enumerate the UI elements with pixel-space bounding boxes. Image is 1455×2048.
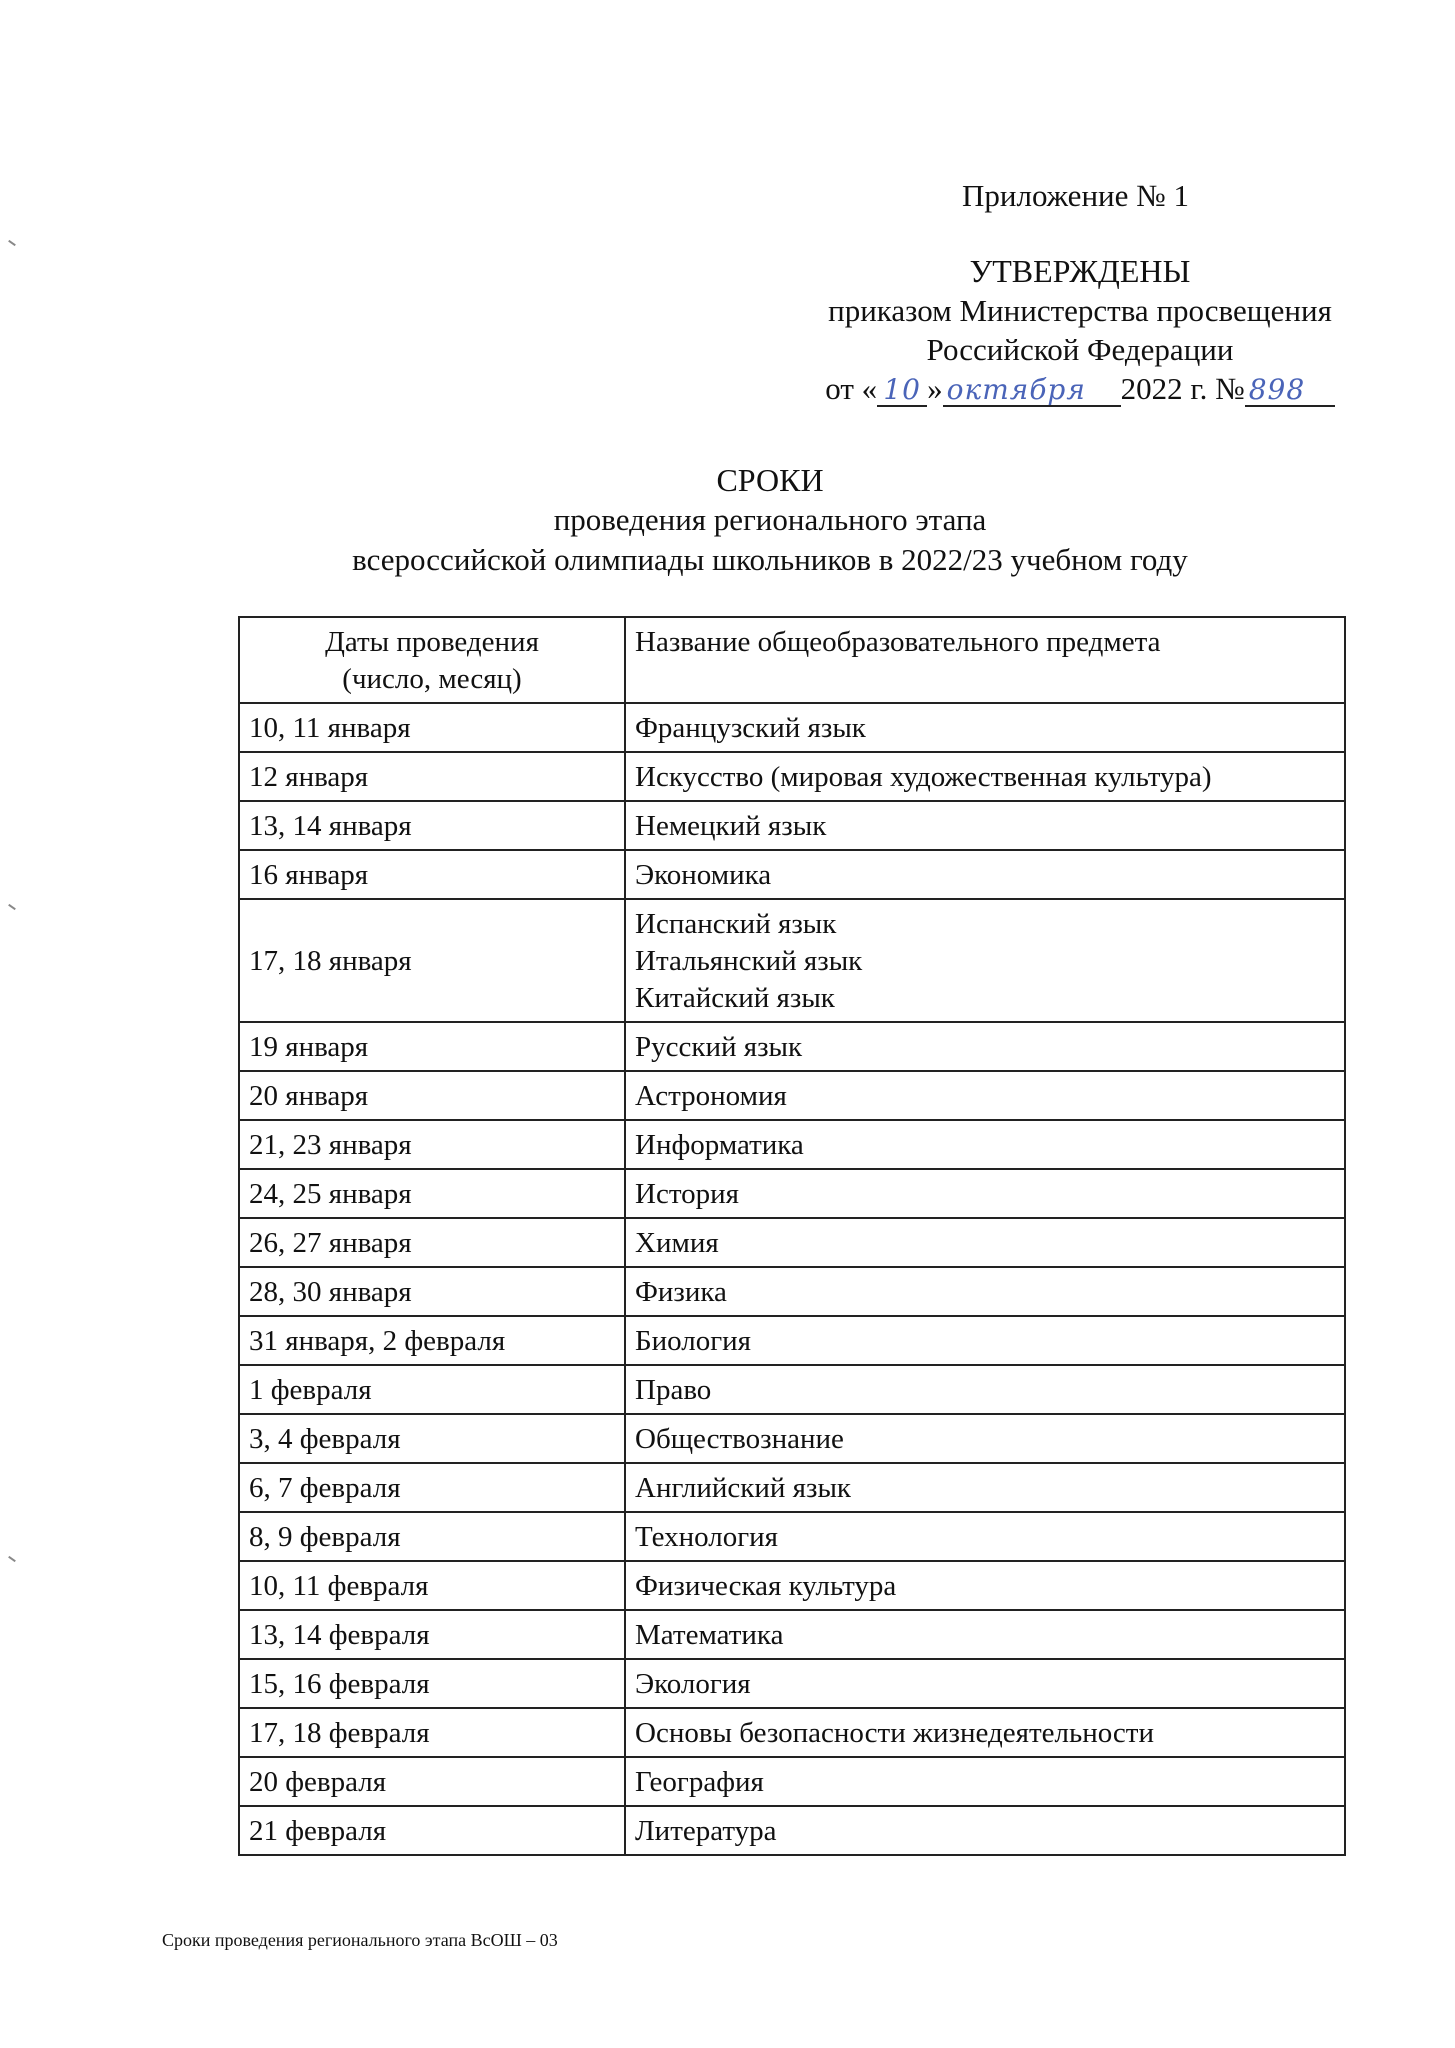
subject-cell (625, 850, 1345, 899)
table-row (239, 1218, 1345, 1267)
handwritten-month: октября (943, 375, 1121, 407)
table-row (239, 1414, 1345, 1463)
table-row (239, 1365, 1345, 1414)
order-issuer-line1: приказом Министерства просвещения (828, 293, 1332, 328)
subject-name: Испанский язык (635, 908, 837, 940)
table-row (239, 1463, 1345, 1512)
table-row (239, 1316, 1345, 1365)
date-cell: 6, 7 февраля (239, 1463, 625, 1512)
subject-cell (625, 703, 1345, 752)
subject-cell (625, 1022, 1345, 1071)
subject-name: Литература (635, 1815, 777, 1847)
subject-name: Химия (635, 1227, 719, 1259)
table-row (239, 1022, 1345, 1071)
table-row (239, 1071, 1345, 1120)
schedule-table (238, 616, 1346, 1856)
subject-name: Немецкий язык (635, 810, 827, 842)
date-cell: 15, 16 февраля (239, 1659, 625, 1708)
date-cell: 8, 9 февраля (239, 1512, 625, 1561)
handwritten-day: 10 (877, 375, 927, 407)
date-cell: 20 января (239, 1071, 625, 1120)
subject-name: Китайский язык (635, 982, 835, 1014)
subject-cell (625, 1071, 1345, 1120)
schedule-body (239, 703, 1345, 1855)
subject-cell (625, 899, 1345, 1022)
subject-name: Английский язык (635, 1472, 852, 1504)
table-header-row (239, 617, 1345, 703)
subject-cell (625, 1120, 1345, 1169)
table-row (239, 1757, 1345, 1806)
subject-name: Астрономия (635, 1080, 787, 1112)
subject-name: Экономика (635, 859, 772, 891)
date-cell: 24, 25 января (239, 1169, 625, 1218)
footer-text: Сроки проведения регионального этапа ВсОШ – 03 (162, 1930, 558, 1950)
subject-cell (625, 1757, 1345, 1806)
date-cell: 13, 14 февраля (239, 1610, 625, 1659)
header-subject-cell: Название общеобразовательного предмета (625, 617, 1345, 703)
table-row (239, 1610, 1345, 1659)
scan-mark (8, 1556, 16, 1562)
subject-name: Биология (635, 1325, 752, 1357)
table-row (239, 1708, 1345, 1757)
date-cell: 10, 11 января (239, 703, 625, 752)
title-line3: всероссийской олимпиады школьников в 2022/23 учебном году (352, 542, 1188, 577)
order-date-mid: » (927, 371, 943, 406)
date-cell: 28, 30 января (239, 1267, 625, 1316)
subject-name: Технология (635, 1521, 778, 1553)
date-cell: 12 января (239, 752, 625, 801)
subject-name: Экология (635, 1668, 751, 1700)
subject-name: Русский язык (635, 1031, 803, 1063)
order-issuer-line2: Российской Федерации (926, 332, 1234, 367)
approved-heading: УТВЕРЖДЕНЫ (969, 253, 1191, 289)
date-cell: 21, 23 января (239, 1120, 625, 1169)
date-cell: 26, 27 января (239, 1218, 625, 1267)
order-date-year: 2022 г. № (1120, 371, 1245, 406)
table-row (239, 899, 1345, 1022)
subject-cell (625, 1708, 1345, 1757)
date-cell: 13, 14 января (239, 801, 625, 850)
subject-cell (625, 1610, 1345, 1659)
subject-cell (625, 1512, 1345, 1561)
table-row (239, 703, 1345, 752)
subject-name: Основы безопасности жизнедеятельности (635, 1717, 1154, 1749)
subject-cell (625, 801, 1345, 850)
appendix-label: Приложение № 1 (962, 178, 1189, 213)
date-cell: 16 января (239, 850, 625, 899)
approval-block (770, 252, 1390, 408)
header-date-line2: (число, месяц) (342, 663, 522, 695)
subject-cell (625, 1169, 1345, 1218)
order-date-prefix: от « (825, 371, 878, 406)
scan-mark (8, 240, 16, 246)
title-line2: проведения регионального этапа (553, 502, 987, 537)
subject-name: Математика (635, 1619, 784, 1651)
subject-name: Искусство (мировая художественная культура) (635, 761, 1212, 793)
date-cell: 19 января (239, 1022, 625, 1071)
table-row (239, 801, 1345, 850)
date-cell: 17, 18 января (239, 899, 625, 1022)
table-row (239, 1169, 1345, 1218)
header-date-cell (239, 617, 625, 703)
subject-cell (625, 1659, 1345, 1708)
table-row (239, 1806, 1345, 1855)
handwritten-order-number: 898 (1245, 375, 1335, 407)
table-row (239, 1512, 1345, 1561)
subject-cell (625, 1806, 1345, 1855)
title-main: СРОКИ (716, 462, 824, 498)
subject-name: Право (635, 1374, 712, 1406)
subject-cell (625, 1218, 1345, 1267)
subject-cell (625, 1267, 1345, 1316)
subject-name: Физика (635, 1276, 727, 1308)
table-row (239, 850, 1345, 899)
subject-name: Информатика (635, 1129, 804, 1161)
subject-cell (625, 1414, 1345, 1463)
date-cell: 17, 18 февраля (239, 1708, 625, 1757)
subject-cell (625, 1316, 1345, 1365)
subject-cell (625, 1463, 1345, 1512)
header-date-line1: Даты проведения (325, 626, 539, 658)
date-cell: 21 февраля (239, 1806, 625, 1855)
subject-cell (625, 752, 1345, 801)
subject-name: Итальянский язык (635, 945, 863, 977)
subject-name: История (635, 1178, 739, 1210)
date-cell: 20 февраля (239, 1757, 625, 1806)
date-cell: 31 января, 2 февраля (239, 1316, 625, 1365)
subject-name: Обществознание (635, 1423, 844, 1455)
table-row (239, 1659, 1345, 1708)
date-cell: 1 февраля (239, 1365, 625, 1414)
date-cell: 10, 11 февраля (239, 1561, 625, 1610)
table-row (239, 1561, 1345, 1610)
subject-name: География (635, 1766, 764, 1798)
table-row (239, 1120, 1345, 1169)
subject-name: Физическая культура (635, 1570, 897, 1602)
order-date-line (770, 369, 1390, 408)
document-title (0, 460, 1455, 580)
subject-cell (625, 1561, 1345, 1610)
table-row (239, 752, 1345, 801)
subject-cell (625, 1365, 1345, 1414)
date-cell: 3, 4 февраля (239, 1414, 625, 1463)
subject-name: Французский язык (635, 712, 866, 744)
table-row (239, 1267, 1345, 1316)
scan-mark (8, 904, 16, 910)
